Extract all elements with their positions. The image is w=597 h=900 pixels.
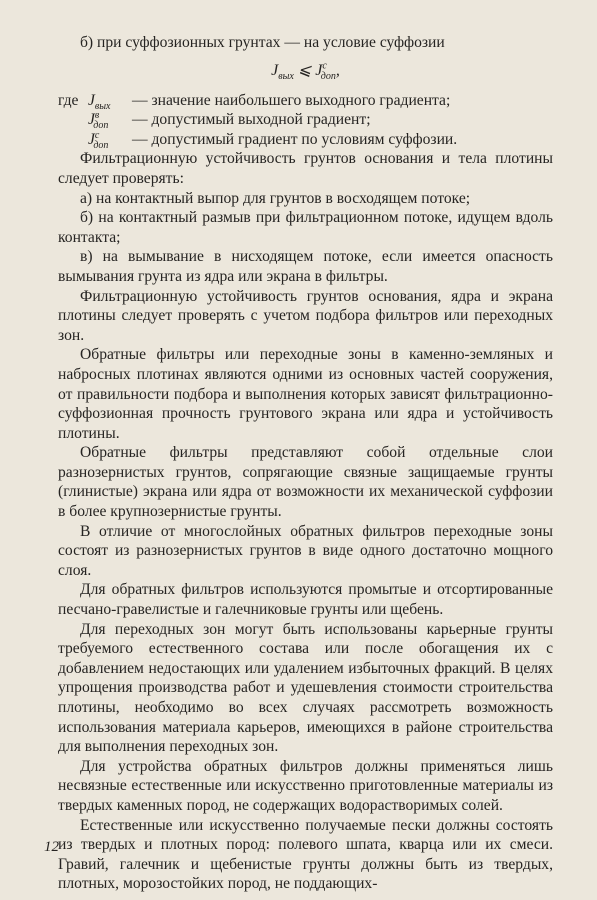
definition-row: $J^в_{доп}$ — допустимый выходной градиент; (88, 110, 371, 132)
paragraph: Обратные фильтры представляют собой отдельные слои разнозернистых грунтов, сопрягающие связные защищаемые грунты (глинистые) экрана или ядра от возможности их механической суффозии в более крупнозернистые грунты. (58, 444, 553, 521)
formula-suffusion-condition: $J_{вых}$ ⩽ $J^с_{доп}$, (271, 60, 340, 82)
definitions-list (58, 91, 553, 150)
definition-row: где $J_{вых}$ — значение наибольшего выходного градиента; (58, 91, 451, 112)
paragraph: Обратные фильтры или переходные зоны в каменно-земляных и набросных плотинах являются одними из основных частей сооружения, от правильности подбора и выполнения которых зависят фильтрационно-суффозионная прочность грунтового экрана или ядра и устойчивость плотины. (58, 346, 553, 442)
list-item: б) на контактный размыв при фильтрационном потоке, идущем вдоль контакта; (58, 209, 553, 246)
definition-symbol: $J^в_{доп}$ (88, 110, 109, 132)
paragraph: Для устройства обратных фильтров должны применяться лишь несвязные естественные или искусственно приготовленные материалы из твердых каменных пород, не содержащих водорастворимых солей. (58, 757, 553, 814)
paragraph: В отличие от многослойных обратных фильтров переходные зоны состоят из разнозернистых грунтов в виде одного достаточно мощного слоя. (58, 522, 553, 579)
definition-row: $J^с_{доп}$ — допустимый градиент по условиям суффозии. (88, 129, 458, 151)
paragraph: Фильтрационную устойчивость грунтов основания, ядра и экрана плотины следует проверять с учетом подбора фильтров или переходных зон. (58, 287, 553, 344)
paragraph: Естественные или искусственно получаемые пески должны состоять из твердых и плотных пород: полевого шпата, кварца или их смеси. Гравий, галечник и щебенистые грунты должны быть из твердых, плотных, морозостойких пород, не поддающих- (58, 816, 553, 893)
formula-rhs: $J^с_{доп}$ (315, 60, 336, 82)
formula-relation: ⩽ (297, 61, 312, 79)
list-item: а) на контактный выпор для грунтов в восходящем потоке; (80, 189, 471, 207)
page-number: 12 (44, 839, 59, 855)
formula-lhs: $J_{вых}$ (271, 61, 294, 82)
definition-symbol: $J^с_{доп}$ (88, 129, 109, 151)
paragraph: Для обратных фильтров используются промытые и отсортированные песчано-гравелистые и галечниковые грунты или щебень. (58, 581, 553, 619)
paragraph: Фильтрационную устойчивость грунтов основания и тела плотины следует проверять: (58, 150, 553, 187)
list-item: в) на вымывание в нисходящем потоке, если имеется опасность вымывания грунта из ядра или экрана в фильтры. (58, 248, 553, 285)
definition-symbol: $J_{вых}$ (88, 91, 111, 112)
intro-line: б) при суффозионных грунтах — на условие суффозии (80, 34, 445, 51)
paragraph: Для переходных зон могут быть использованы карьерные грунты требуемого естественного состава или после обогащения их с добавлением недостающих или удалением избыточных фракций. В целях упрощения производства работ и удешевления стоимости строительства плотины, необходимо во всех случаях рассмотреть возможность использования материала карьеров, имеющихся в районе строительства для выполнения переходных зон. (58, 620, 553, 756)
